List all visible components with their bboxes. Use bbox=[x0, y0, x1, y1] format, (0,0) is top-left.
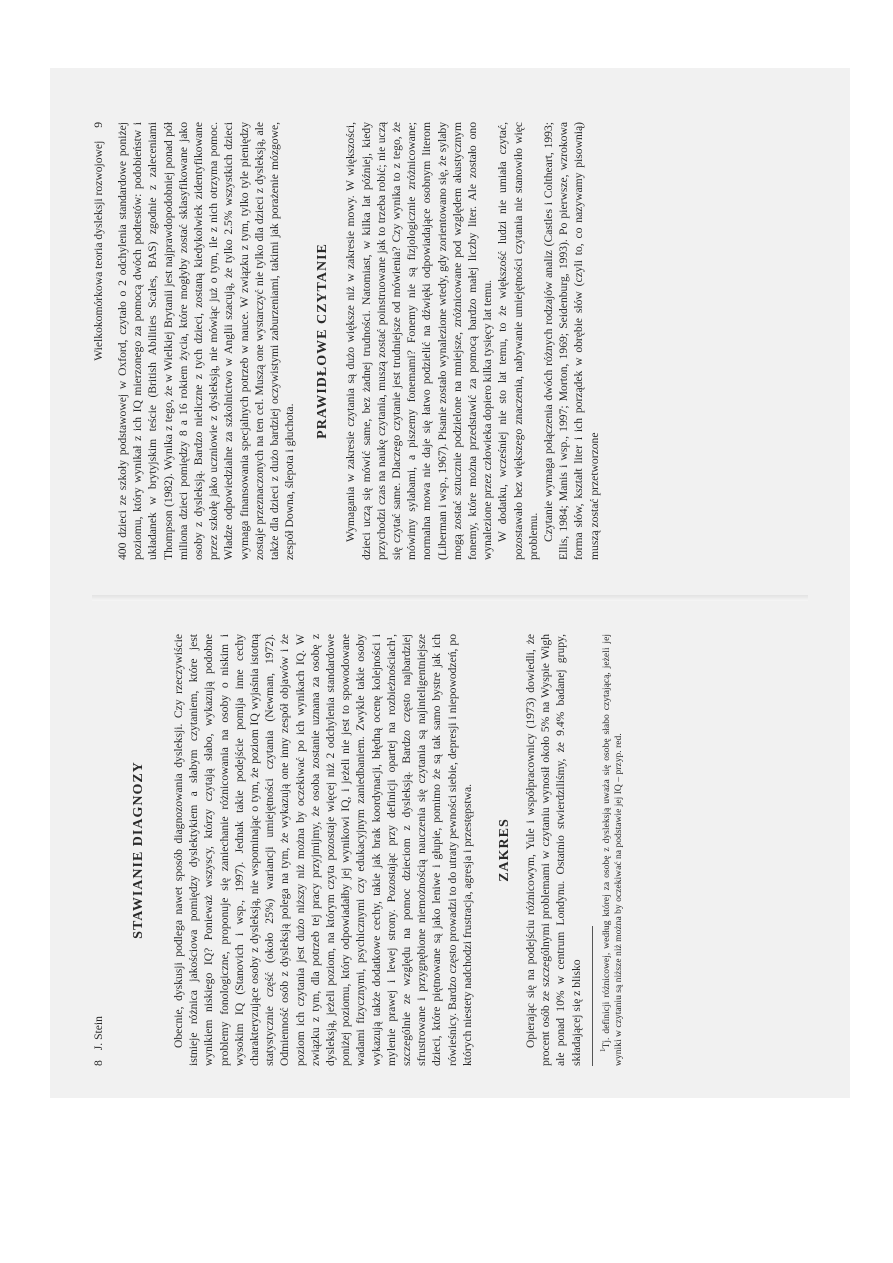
left-page bbox=[82, 634, 827, 1066]
reading-paragraph: Wymagania w zakresie czytania są dużo większe niż w zakresie mowy. W większości, dzieci uczą się mówić same, bez żadnej trudności. Natomiast, w kilka lat później, kiedy przychodzi czas na naukę czytania, muszą zostać poinstruowane jak to trzeba robić; nie uczą się czytać same. Dlaczego czytanie jest trudniejsze od mówienia? Czy wynika to z tego, że mówimy sylabami, a piszemy fonemami? Fonemy nie są fizjologicznie zróżnicowane; normalna mowa nie daje się łatwo podzielić na dźwięki odpowiadające osobnym literom (Liberman i wsp., 1967). Pisanie zostało wynalezione wtedy, gdy zorientowano się, że sylaby mogą zostać sztucznie podzielone na mniejsze, zróżnicowane pod względem akustycznym fonemy, które można przedstawić za pomocą bardzo małej liczby liter. Ale zostało ono wynalezione przez człowieka dopiero kilka tysięcy lat temu. bbox=[344, 122, 495, 560]
section-body bbox=[115, 122, 297, 560]
page-number: 9 bbox=[92, 122, 105, 128]
left-page-header bbox=[92, 634, 105, 1066]
footnote-divider bbox=[592, 926, 593, 1066]
section-body bbox=[171, 634, 475, 1066]
section-heading-normal-reading: PRAWIDŁOWE CZYTANIE bbox=[315, 243, 331, 439]
bleed-through-text bbox=[153, 634, 167, 1066]
scope-paragraph: Opierając się na podejściu różnicowym, Yule i współpracownicy (1973) dowiedli, że procent osób ze szczególnymi problemami w czytaniu wynosił około 5% na Wyspie Wigh ale ponad 10% w centrum Londynu. Ostatnio stwierdziliśmy, że 9.4% badanej grupy, składającej się z blisko bbox=[524, 634, 583, 1066]
running-title: Wielkokomórkowa teoria dysleksji rozwojowej bbox=[92, 140, 105, 361]
section-body bbox=[523, 634, 584, 1066]
page-number: 8 bbox=[92, 1060, 105, 1066]
diagnosis-paragraph: Obecnie, dyskusji podlega nawet sposób diagnozowania dysleksji. Czy rzeczywiście istnieje różnica jakościowa pomiędzy dyslektykiem a słabym czytaniem, które jest wynikiem niskiego IQ? Ponieważ wszyscy, którzy czytają słabo, wykazują podobne problemy fonologiczne, proponuje się zaniechanie różnicowania na osoby o niskim i wysokim IQ (Stanovich i wsp., 1997). Jednak takie podejście pomija inne cechy charakteryzujące osoby z dysleksją, nie wspominając o tym, że poziom IQ wyjaśnia istotną statystycznie część (około 25%) wariancji umiejętności czytania (Newman, 1972). Odmienność osób z dysleksją polega na tym, że wykazują one inny zespół objawów i że poziom ich czytania jest dużo niższy niż można by oczekiwać po ich wynikach IQ. W związku z tym, dla potrzeb tej pracy przyjmijmy, że osoba zostanie uznana za osobę z dysleksją, jeżeli poziom, na którym czyta pozostaje więcej niż 2 odchylenia standardowe poniżej poziomu, który odpowiadałby jej wynikowi IQ, i jeżeli nie jest to spowodowane wadami fizycznymi, psychicznymi czy edukacyjnym zaniedbaniem. Zwykle takie osoby wykazują także dodatkowe cechy, takie jak brak koordynacji, błędną ocenę kolejności i mylenie prawej i lewej strony. Pozostając przy definicji opartej na rozbieżnościach¹, szczególnie ze względu na pomoc dzieciom z dysleksją. Bardzo często najbardziej sfrustrowane i przygnębione niemożnością nauczenia się czytania są najinteligentniejsze dzieci, które piętnowane są jako leniwe i głupie, pomimo że są tak samo bystre jak ich rówieśnicy. Bardzo często prowadzi to do utraty pewności siebie, depresji i niepowodzeń, po których niestety nadchodzi frustracja, agresja i przestępstwa. bbox=[172, 634, 474, 1066]
right-page-header bbox=[92, 122, 105, 560]
analysis-paragraph: Czytanie wymaga połączenia dwóch różnych rodzajów analiz (Castles i Coltheart, 1993; Ellis, 1984; Manis i wsp., 1997; Morton, 1969; Seidenburg, 1993). Po pierwsze, wzrokowa forma słów, kształt liter i ich porządek w obrębie słów (czyli to, co nazywamy pisownią) muszą zostać przetworzone bbox=[542, 122, 601, 560]
section-heading-diagnosis: STAWIANIE DIAGNOZY bbox=[131, 761, 146, 939]
footnote-marker: 1 bbox=[598, 1048, 607, 1052]
history-paragraph: W dodatku, wcześniej nie sto lat temu, to że większość ludzi nie umiała czytać, pozostawało bez większego znaczenia, nabywanie umiejętności czytania nie stanowiło więc problemu. bbox=[496, 122, 540, 560]
page-fold bbox=[92, 595, 808, 601]
footnote bbox=[597, 634, 625, 1066]
running-author: J. Stein bbox=[92, 1016, 105, 1051]
footnote-text: Tj. definicji różnicowej, według której za osobę z dysleksją uważa się osobę słabo czytającą, jeżeli jej wyniki w czytaniu są niższe niż można by oczekiwać na podstawie jej IQ – przyp. red. bbox=[601, 634, 625, 1066]
prevalence-paragraph: 400 dzieci ze szkoły podstawowej w Oxford, czytało o 2 odchylenia standardowe poniżej poziomu, który wynikał z ich IQ mierzonego za pomocą dwóch podtestów: podobieństw i układanek w brytyjskim teście (British Abilities Scales, BAS) zgodnie z zaleceniami Thompson (1982). Wynika z tego, że w Wielkiej Brytanii jest najprawdopodobniej ponad pół miliona dzieci pomiędzy 8 a 16 rokiem życia, które mogłyby zostać sklasyfikowane jako osoby z dysleksją. Bardzo nieliczne z tych dzieci, zostaną kiedykolwiek zidentyfikowane przez szkołę jako uczniowie z dysleksją, nie mówiąc już o tym, ile z nich otrzyma pomoc. Władze odpowiedzialne za szkolnictwo w Anglii szacują, że tylko 2.5% wszystkich dzieci wymaga finansowania specjalnych potrzeb w nauce. W związku z tym, tylko tyle pieniędzy zostaje przeznaczonych na ten cel. Muszą one wystarczyć nie tylko dla dzieci z dysleksją, ale także dla dzieci z dużo bardziej oczywistymi zaburzeniami, takimi jak porażenie mózgowe, zespół Downa, ślepota i głuchota. bbox=[116, 122, 297, 560]
right-page bbox=[82, 122, 827, 560]
section-body bbox=[343, 122, 601, 560]
section-heading-scope: ZAKRES bbox=[497, 818, 513, 882]
